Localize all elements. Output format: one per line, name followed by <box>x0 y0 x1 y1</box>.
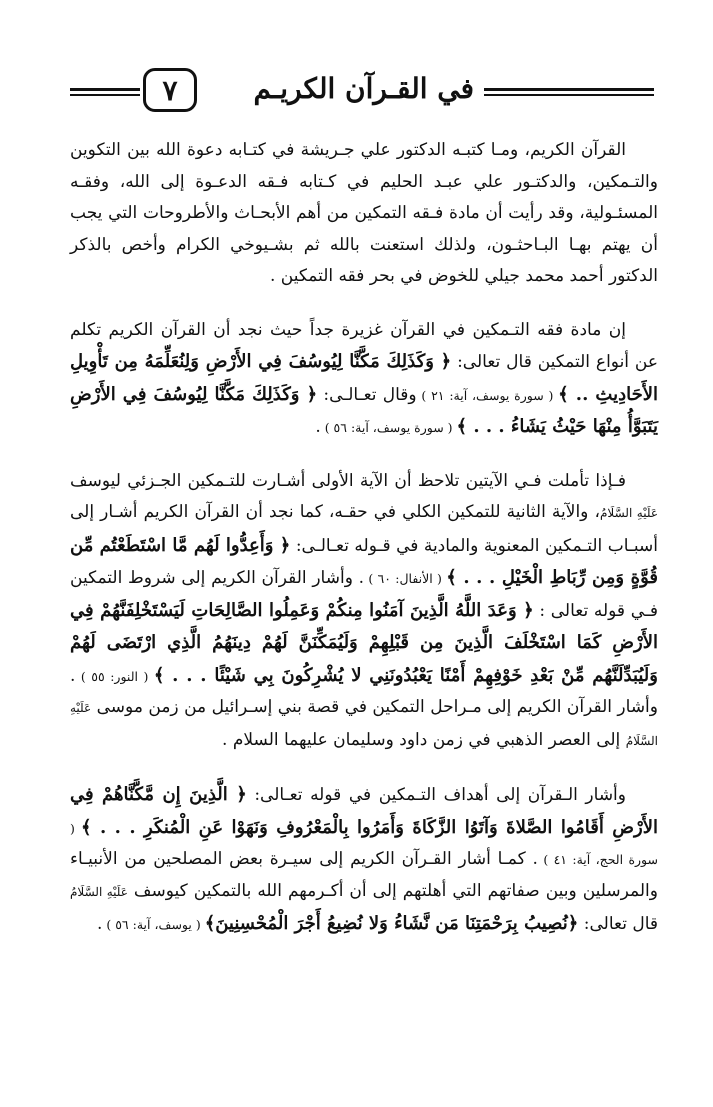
body-text: القرآن الكريم، ومـا كتبـه الدكتور علي جـريشة في كتـابه دعوة الله بين التكوين والتـمكين، والدكتـور علي عبـد الحليم في كـتابه فـقه الدعـوة إلى الله، وفقـه المسئـولية، وقد رأيت أن مادة فـقه التمكين من أهم الأبحـاث والأطروحات التي يجب أن يهتم بهـا البـاحثـون، ولذلك استعنت بالله ثم بشـيوخي الكرام وأخص بالذكر الدكتور أحمد محمد جيلي للخوض في بحر فقه التمكين . <box>70 140 658 286</box>
honorific: عَلَيْهِ السَّلَامُ <box>70 701 658 748</box>
header-rule-right <box>484 88 654 91</box>
quran-verse: ﴿ وَكَذَلِكَ مَكَّنَّا لِيُوسُفَ فِي الأَرْضِ وَلِنُعَلِّمَهُ مِن تَأْوِيلِ الأَحَادِيثِ .. ﴾ <box>70 351 659 405</box>
verse-reference: ( سورة الحج، آية: ٤١ ) <box>70 820 658 867</box>
body-text: ، والآية الثانية للتمكين الكلي في حقـه، كما نجد أن القرآن الكريم أشـار إلى أسبـاب التـمكين المعنوية والمادية في قـوله تعـالـى: <box>70 502 659 556</box>
verse-reference: ( الأنفال: ٦٠ ) <box>364 571 447 586</box>
body-text: . وأشار القرآن الكريم إلى مـراحل التمكين في قصة بني إسـرائيل من زمن موسى <box>70 665 658 717</box>
page-number: ٧ <box>143 68 197 112</box>
quran-verse: ﴿نُصِيبُ بِرَحْمَتِنَا مَن نَّشَاءُ وَلا نُضِيعُ أَجْرَ الْمُحْسِنِينَ﴾ <box>204 913 579 934</box>
body-text: . كمـا أشار القـرآن الكريم إلى سيـرة بعض المصلحين من الأنبيـاء والمرسلين وبين صفاتهم التي أهلتهم إلى أن أكـرمهم الله بالتمكين كيوسف <box>70 849 658 901</box>
quran-verse: ﴿ الَّذِينَ إِن مَّكَّنَّاهُمْ فِي الأَرْضِ أَقَامُوا الصَّلاةَ وَآتَوُا الزَّكَاةَ وَأَمَرُوا بِالْمَعْرُوفِ وَنَهَوْا عَنِ الْمُنكَرِ . . . ﴾ <box>70 784 659 838</box>
body-text: . <box>315 417 321 437</box>
quran-verse: ﴿ وَكَذَلِكَ مَكَّنَّا لِيُوسُفَ فِي الأَرْضِ يَتَبَوَّأُ مِنْهَا حَيْثُ يَشَاءُ . . . ﴾ <box>70 383 658 437</box>
verse-reference: ( النور: ٥٥ ) <box>75 668 154 684</box>
paragraph <box>70 466 658 758</box>
paragraph <box>70 135 658 293</box>
quran-verse: ﴿ وَأَعِدُّوا لَهُم مَّا اسْتَطَعْتُم مِّن قُوَّةٍ وَمِن رِّبَاطِ الْخَيْلِ . . . ﴾ <box>70 534 658 588</box>
verse-reference: ( سورة يوسف، آية: ٢١ ) <box>416 387 559 403</box>
body-text: . وأشار القرآن الكريم إلى شروط التمكين فـي قوله تعالى : <box>70 568 658 621</box>
body-text: وقال تعـالـى: <box>317 384 417 405</box>
honorific: عَلَيْهِ السَّلَامُ <box>70 884 128 899</box>
quran-verse: ﴿ وَعَدَ اللَّهُ الَّذِينَ آمَنُوا مِنكُمْ وَعَمِلُوا الصَّالِحَاتِ لَيَسْتَخْلِفَنَّهُمْ فِي الأَرْضِ كَمَا اسْتَخْلَفَ الَّذِينَ مِن قَبْلِهِمْ وَلَيُمَكِّنَنَّ لَهُمْ دِينَهُمُ الَّذِي ارْتَضَى لَهُمْ وَلَيُبَدِّلَنَّهُم مِّنْ بَعْدِ خَوْفِهِمْ أَمْنًا يَعْبُدُونَنِي لا يُشْرِكُونَ بِي شَيْئًا . . . ﴾ <box>70 599 658 686</box>
body-text: قال تعالى: <box>578 914 658 934</box>
honorific: عَلَيْهِ السَّلَامُ <box>600 506 658 520</box>
header-rule-left <box>70 88 140 91</box>
paragraph <box>70 779 658 941</box>
page-body <box>70 135 658 941</box>
body-text: . <box>96 914 103 934</box>
running-title: في القـرآن الكريـم <box>253 72 474 105</box>
verse-reference: ( يوسف، آية: ٥٦ ) <box>102 917 205 932</box>
body-text: إلى العصر الذهبي في زمن داود وسليمان عليهما السلام . <box>222 729 626 750</box>
body-text: فـإذا تأملت فـي الآيتين تلاحظ أن الآية الأولى أشـارت للتـمكين الجـزئي ليوسف <box>70 470 626 491</box>
verse-reference: ( سورة يوسف، آية: ٥٦ ) <box>320 420 457 435</box>
body-text: وأشار الـقرآن إلى أهداف التـمكين في قوله تعـالى: <box>246 785 626 805</box>
paragraph <box>70 315 658 444</box>
body-text: إن مادة فقه التـمكين في القرآن غزيرة جداً حيث نجد أن القرآن الكريم تكلم عن أنواع التمكين قال تعالى: <box>70 319 659 372</box>
